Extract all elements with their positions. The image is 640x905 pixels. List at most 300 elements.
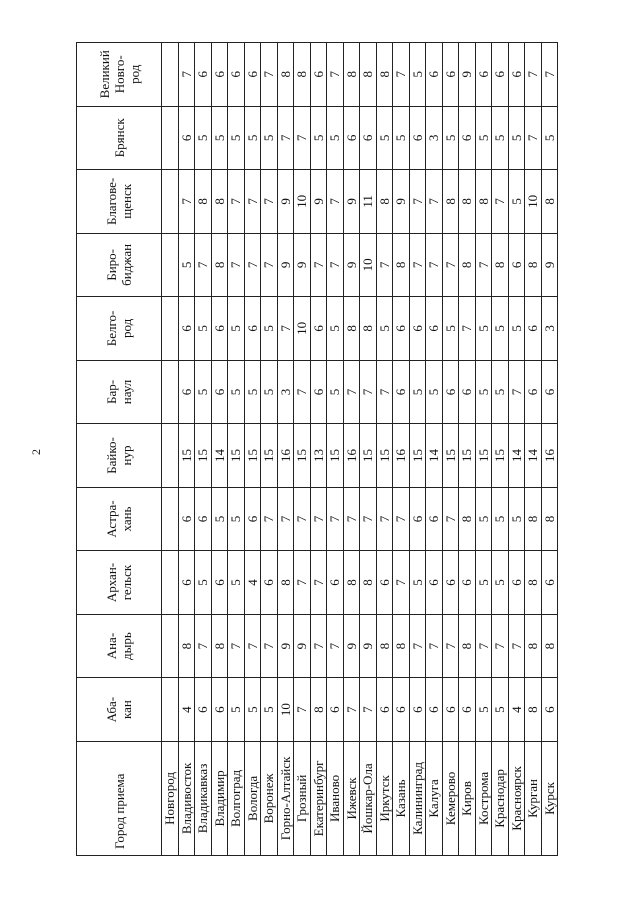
table-cell: 3 bbox=[277, 360, 294, 424]
table-cell: 8 bbox=[277, 43, 294, 107]
table-cell bbox=[162, 487, 179, 551]
table-cell: 5 bbox=[211, 487, 228, 551]
table-cell: 6 bbox=[228, 43, 245, 107]
table-row bbox=[525, 43, 542, 856]
table-cell: 5 bbox=[244, 106, 261, 170]
table-cell: 7 bbox=[277, 297, 294, 361]
table-cell: 6 bbox=[211, 43, 228, 107]
table-cell: 5 bbox=[492, 106, 509, 170]
table-cell: 7 bbox=[327, 614, 344, 678]
table-cell bbox=[162, 614, 179, 678]
table-cell: 10 bbox=[525, 170, 542, 234]
table-cell: 5 bbox=[261, 297, 278, 361]
table-cell: 7 bbox=[327, 43, 344, 107]
table-cell: 7 bbox=[310, 551, 327, 615]
table-cell: 5 bbox=[310, 106, 327, 170]
table-cell: 7 bbox=[409, 614, 426, 678]
table-cell: 8 bbox=[541, 170, 558, 234]
row-city-name: Владивосток bbox=[178, 741, 195, 855]
table-cell: 8 bbox=[525, 678, 542, 742]
column-header: Байко- нур bbox=[77, 424, 162, 488]
table-cell: 15 bbox=[360, 424, 377, 488]
table-cell: 7 bbox=[195, 614, 212, 678]
table-cell: 6 bbox=[541, 678, 558, 742]
table-cell: 6 bbox=[475, 43, 492, 107]
table-cell: 6 bbox=[211, 678, 228, 742]
table-cell: 7 bbox=[294, 106, 311, 170]
row-city-name: Вологда bbox=[244, 741, 261, 855]
table-cell: 7 bbox=[426, 233, 443, 297]
table-cell: 7 bbox=[492, 614, 509, 678]
table-cell: 8 bbox=[541, 614, 558, 678]
table-cell: 6 bbox=[195, 678, 212, 742]
table-cell: 8 bbox=[360, 551, 377, 615]
table-cell: 8 bbox=[459, 614, 476, 678]
table-cell: 13 bbox=[310, 424, 327, 488]
column-header: Белго- род bbox=[77, 297, 162, 361]
table-cell: 6 bbox=[409, 297, 426, 361]
table-cell: 3 bbox=[541, 297, 558, 361]
table-body bbox=[162, 43, 558, 856]
table-row bbox=[195, 43, 212, 856]
table-cell: 7 bbox=[228, 233, 245, 297]
table-cell: 6 bbox=[393, 360, 410, 424]
table-cell: 8 bbox=[211, 170, 228, 234]
table-cell: 7 bbox=[228, 614, 245, 678]
table-cell: 8 bbox=[492, 233, 509, 297]
table-cell: 7 bbox=[492, 170, 509, 234]
table-cell: 6 bbox=[426, 487, 443, 551]
table-row bbox=[541, 43, 558, 856]
table-cell: 4 bbox=[178, 678, 195, 742]
table-cell: 6 bbox=[360, 106, 377, 170]
table-cell: 6 bbox=[525, 360, 542, 424]
table-cell: 8 bbox=[310, 678, 327, 742]
table-cell: 6 bbox=[178, 551, 195, 615]
table-cell: 6 bbox=[426, 551, 443, 615]
row-city-name: Йошкар-Ола bbox=[360, 741, 377, 855]
table-cell: 7 bbox=[393, 487, 410, 551]
table-cell: 8 bbox=[525, 614, 542, 678]
row-city-name: Красноярск bbox=[508, 741, 525, 855]
table-row bbox=[277, 43, 294, 856]
table-cell: 8 bbox=[178, 614, 195, 678]
table-cell: 10 bbox=[294, 297, 311, 361]
table-cell: 6 bbox=[244, 43, 261, 107]
table-cell: 16 bbox=[393, 424, 410, 488]
table-row bbox=[475, 43, 492, 856]
table-cell: 8 bbox=[459, 233, 476, 297]
table-cell: 6 bbox=[178, 487, 195, 551]
table-cell: 8 bbox=[459, 170, 476, 234]
table-cell: 14 bbox=[525, 424, 542, 488]
table-cell: 15 bbox=[228, 424, 245, 488]
table-cell: 15 bbox=[376, 424, 393, 488]
table-cell: 6 bbox=[508, 233, 525, 297]
table-cell: 7 bbox=[327, 233, 344, 297]
table-cell: 3 bbox=[426, 106, 443, 170]
table-cell: 5 bbox=[492, 360, 509, 424]
table-cell: 8 bbox=[343, 43, 360, 107]
table-cell: 8 bbox=[376, 170, 393, 234]
table-cell: 6 bbox=[492, 43, 509, 107]
table-cell: 8 bbox=[525, 233, 542, 297]
table-cell: 6 bbox=[327, 678, 344, 742]
row-city-name: Воронеж bbox=[261, 741, 278, 855]
table-cell: 15 bbox=[409, 424, 426, 488]
table-cell: 5 bbox=[228, 678, 245, 742]
row-city-name: Владикавказ bbox=[195, 741, 212, 855]
table-cell: 7 bbox=[459, 297, 476, 361]
column-header: Бар- наул bbox=[77, 360, 162, 424]
row-city-name: Горно-Алтайск bbox=[277, 741, 294, 855]
delivery-time-table bbox=[76, 42, 558, 856]
table-cell: 5 bbox=[492, 487, 509, 551]
table-cell: 9 bbox=[541, 233, 558, 297]
table-cell: 9 bbox=[393, 170, 410, 234]
table-cell: 7 bbox=[409, 233, 426, 297]
table-cell: 6 bbox=[459, 106, 476, 170]
table-cell: 7 bbox=[376, 233, 393, 297]
table-cell: 7 bbox=[294, 360, 311, 424]
table-cell: 7 bbox=[261, 170, 278, 234]
table-cell: 5 bbox=[244, 360, 261, 424]
table-row bbox=[376, 43, 393, 856]
table-cell: 15 bbox=[492, 424, 509, 488]
table-cell bbox=[162, 678, 179, 742]
table-cell: 5 bbox=[409, 43, 426, 107]
table-cell: 5 bbox=[492, 678, 509, 742]
row-city-name: Новгород bbox=[162, 741, 179, 855]
table-row bbox=[442, 43, 459, 856]
table-cell: 7 bbox=[327, 170, 344, 234]
row-city-name: Иркутск bbox=[376, 741, 393, 855]
table-cell: 5 bbox=[409, 360, 426, 424]
table-cell: 5 bbox=[228, 487, 245, 551]
table-cell: 7 bbox=[360, 487, 377, 551]
table-cell: 8 bbox=[393, 233, 410, 297]
table-cell: 7 bbox=[376, 487, 393, 551]
table-cell: 9 bbox=[360, 614, 377, 678]
column-header: Архан- гельск bbox=[77, 551, 162, 615]
row-city-name: Курган bbox=[525, 741, 542, 855]
table-cell: 5 bbox=[409, 551, 426, 615]
row-city-name: Калининград bbox=[409, 741, 426, 855]
table-cell: 7 bbox=[261, 43, 278, 107]
table-row bbox=[492, 43, 509, 856]
table-cell: 6 bbox=[211, 297, 228, 361]
column-header: Ана- дырь bbox=[77, 614, 162, 678]
column-header: Аба- кан bbox=[77, 678, 162, 742]
table-row bbox=[294, 43, 311, 856]
table-cell: 14 bbox=[508, 424, 525, 488]
row-city-name: Казань bbox=[393, 741, 410, 855]
table-row bbox=[261, 43, 278, 856]
table-cell: 7 bbox=[294, 551, 311, 615]
table-cell: 9 bbox=[343, 233, 360, 297]
table-cell: 8 bbox=[277, 551, 294, 615]
table-cell: 6 bbox=[195, 43, 212, 107]
table-cell: 5 bbox=[442, 106, 459, 170]
table-cell: 5 bbox=[228, 297, 245, 361]
table-cell: 5 bbox=[195, 297, 212, 361]
table-cell: 6 bbox=[459, 678, 476, 742]
table-cell: 7 bbox=[426, 170, 443, 234]
table-cell: 6 bbox=[211, 551, 228, 615]
table-cell: 5 bbox=[492, 551, 509, 615]
table-cell: 9 bbox=[277, 233, 294, 297]
table-cell: 9 bbox=[343, 614, 360, 678]
table-cell: 5 bbox=[475, 678, 492, 742]
table-region bbox=[76, 42, 558, 856]
table-cell: 7 bbox=[508, 360, 525, 424]
table-cell: 6 bbox=[195, 487, 212, 551]
row-city-name: Ижевск bbox=[343, 741, 360, 855]
column-header: Астра- хань bbox=[77, 487, 162, 551]
table-cell bbox=[162, 297, 179, 361]
table-cell: 7 bbox=[442, 487, 459, 551]
table-cell: 6 bbox=[442, 360, 459, 424]
table-cell: 6 bbox=[376, 551, 393, 615]
table-cell: 6 bbox=[442, 551, 459, 615]
row-city-name: Иваново bbox=[327, 741, 344, 855]
table-cell: 8 bbox=[475, 170, 492, 234]
table-cell: 9 bbox=[343, 170, 360, 234]
table-cell: 5 bbox=[228, 551, 245, 615]
table-cell: 6 bbox=[178, 297, 195, 361]
table-cell: 7 bbox=[178, 170, 195, 234]
table-cell: 5 bbox=[376, 106, 393, 170]
table-cell: 6 bbox=[541, 360, 558, 424]
table-cell: 8 bbox=[459, 487, 476, 551]
row-city-name: Владимир bbox=[211, 741, 228, 855]
table-cell: 6 bbox=[211, 360, 228, 424]
table-cell: 8 bbox=[360, 43, 377, 107]
table-cell: 5 bbox=[393, 106, 410, 170]
table-cell: 6 bbox=[310, 360, 327, 424]
table-cell: 15 bbox=[327, 424, 344, 488]
table-row bbox=[426, 43, 443, 856]
table-cell: 10 bbox=[360, 233, 377, 297]
table-cell: 4 bbox=[508, 678, 525, 742]
table-cell: 7 bbox=[244, 233, 261, 297]
table-cell: 15 bbox=[244, 424, 261, 488]
table-cell: 5 bbox=[261, 360, 278, 424]
table-cell: 9 bbox=[310, 170, 327, 234]
table-cell: 5 bbox=[327, 360, 344, 424]
table-cell: 5 bbox=[261, 678, 278, 742]
table-cell: 7 bbox=[541, 43, 558, 107]
table-row bbox=[310, 43, 327, 856]
table-cell: 4 bbox=[244, 551, 261, 615]
table-cell: 7 bbox=[261, 487, 278, 551]
table-cell: 7 bbox=[310, 614, 327, 678]
table-cell: 7 bbox=[261, 233, 278, 297]
table-cell: 5 bbox=[508, 106, 525, 170]
table-cell: 7 bbox=[343, 678, 360, 742]
table-cell: 8 bbox=[294, 43, 311, 107]
table-cell: 7 bbox=[525, 43, 542, 107]
table-cell: 15 bbox=[261, 424, 278, 488]
table-cell: 5 bbox=[475, 551, 492, 615]
table-cell: 8 bbox=[442, 170, 459, 234]
table-row bbox=[327, 43, 344, 856]
table-cell: 14 bbox=[426, 424, 443, 488]
table-cell: 5 bbox=[541, 106, 558, 170]
table-cell: 7 bbox=[294, 678, 311, 742]
table-cell: 7 bbox=[376, 360, 393, 424]
table-cell: 7 bbox=[393, 551, 410, 615]
table-cell: 5 bbox=[475, 297, 492, 361]
table-cell: 7 bbox=[343, 360, 360, 424]
table-cell: 9 bbox=[294, 233, 311, 297]
table-cell: 6 bbox=[426, 297, 443, 361]
table-cell: 7 bbox=[442, 233, 459, 297]
table-cell: 5 bbox=[178, 233, 195, 297]
table-cell: 9 bbox=[459, 43, 476, 107]
table-cell: 7 bbox=[277, 106, 294, 170]
table-cell: 5 bbox=[442, 297, 459, 361]
table-cell: 7 bbox=[442, 614, 459, 678]
row-city-name: Кострома bbox=[475, 741, 492, 855]
table-cell: 9 bbox=[277, 614, 294, 678]
table-cell: 7 bbox=[261, 614, 278, 678]
table-cell: 7 bbox=[360, 678, 377, 742]
table-cell: 8 bbox=[376, 614, 393, 678]
table-cell: 6 bbox=[508, 43, 525, 107]
table-cell: 15 bbox=[442, 424, 459, 488]
table-cell: 5 bbox=[228, 106, 245, 170]
column-header: Благове- щенск bbox=[77, 170, 162, 234]
column-header: Брянск bbox=[77, 106, 162, 170]
table-row bbox=[459, 43, 476, 856]
table-cell: 9 bbox=[294, 614, 311, 678]
table-cell: 6 bbox=[442, 43, 459, 107]
table-cell: 7 bbox=[277, 487, 294, 551]
table-cell: 6 bbox=[409, 678, 426, 742]
table-cell: 6 bbox=[525, 297, 542, 361]
table-cell: 7 bbox=[310, 233, 327, 297]
table-row bbox=[409, 43, 426, 856]
table-cell: 6 bbox=[426, 678, 443, 742]
table-cell bbox=[162, 233, 179, 297]
table-row bbox=[360, 43, 377, 856]
table-cell: 6 bbox=[178, 360, 195, 424]
table-cell: 6 bbox=[459, 360, 476, 424]
table-cell bbox=[162, 551, 179, 615]
table-cell: 15 bbox=[459, 424, 476, 488]
table-cell: 7 bbox=[195, 233, 212, 297]
table-cell: 7 bbox=[294, 487, 311, 551]
table-cell: 8 bbox=[211, 233, 228, 297]
table-cell: 5 bbox=[327, 297, 344, 361]
table-cell: 6 bbox=[409, 106, 426, 170]
table-cell: 6 bbox=[508, 551, 525, 615]
table-row bbox=[211, 43, 228, 856]
table-row bbox=[244, 43, 261, 856]
table-row bbox=[162, 43, 179, 856]
table-cell: 8 bbox=[541, 487, 558, 551]
table-cell bbox=[162, 424, 179, 488]
table-cell: 15 bbox=[178, 424, 195, 488]
table-cell: 7 bbox=[228, 170, 245, 234]
table-cell: 6 bbox=[244, 487, 261, 551]
table-cell: 5 bbox=[508, 487, 525, 551]
table-cell bbox=[162, 360, 179, 424]
table-row bbox=[178, 43, 195, 856]
table-row bbox=[343, 43, 360, 856]
table-cell: 16 bbox=[343, 424, 360, 488]
table-cell bbox=[162, 43, 179, 107]
table-cell: 7 bbox=[244, 170, 261, 234]
table-cell: 5 bbox=[475, 360, 492, 424]
table-cell: 8 bbox=[195, 170, 212, 234]
table-cell: 14 bbox=[211, 424, 228, 488]
table-cell: 15 bbox=[475, 424, 492, 488]
table-cell: 6 bbox=[459, 551, 476, 615]
table-cell: 5 bbox=[508, 170, 525, 234]
table-cell: 10 bbox=[277, 678, 294, 742]
table-cell: 5 bbox=[195, 360, 212, 424]
page-number: 2 bbox=[29, 449, 43, 455]
table-cell: 16 bbox=[277, 424, 294, 488]
table-cell: 5 bbox=[195, 106, 212, 170]
table-cell: 6 bbox=[376, 678, 393, 742]
table-cell: 8 bbox=[525, 551, 542, 615]
table-cell: 6 bbox=[393, 678, 410, 742]
table-cell: 6 bbox=[327, 551, 344, 615]
table-cell: 5 bbox=[475, 487, 492, 551]
table-cell: 6 bbox=[409, 487, 426, 551]
row-city-name: Кемерово bbox=[442, 741, 459, 855]
table-cell: 7 bbox=[409, 170, 426, 234]
table-cell: 5 bbox=[228, 360, 245, 424]
table-cell: 6 bbox=[343, 106, 360, 170]
table-cell: 8 bbox=[360, 297, 377, 361]
table-cell: 6 bbox=[426, 43, 443, 107]
table-cell: 7 bbox=[343, 487, 360, 551]
table-cell: 8 bbox=[393, 614, 410, 678]
table-cell: 5 bbox=[244, 678, 261, 742]
row-city-name: Киров bbox=[459, 741, 476, 855]
table-cell: 6 bbox=[178, 106, 195, 170]
table-cell: 5 bbox=[261, 106, 278, 170]
table-cell: 7 bbox=[475, 233, 492, 297]
table-header-row bbox=[77, 43, 162, 856]
table-cell: 6 bbox=[310, 43, 327, 107]
table-cell: 7 bbox=[393, 43, 410, 107]
row-city-name: Грозный bbox=[294, 741, 311, 855]
table-cell: 15 bbox=[294, 424, 311, 488]
table-cell: 8 bbox=[211, 614, 228, 678]
table-cell: 6 bbox=[244, 297, 261, 361]
table-cell: 7 bbox=[508, 614, 525, 678]
table-cell: 8 bbox=[343, 551, 360, 615]
table-cell: 7 bbox=[475, 614, 492, 678]
table-cell: 5 bbox=[327, 106, 344, 170]
table-cell: 5 bbox=[508, 297, 525, 361]
table-cell: 6 bbox=[261, 551, 278, 615]
table-cell: 6 bbox=[442, 678, 459, 742]
row-city-name: Калуга bbox=[426, 741, 443, 855]
row-city-name: Краснодар bbox=[492, 741, 509, 855]
table-cell: 16 bbox=[541, 424, 558, 488]
table-cell: 7 bbox=[525, 106, 542, 170]
table-cell: 5 bbox=[376, 297, 393, 361]
table-row bbox=[393, 43, 410, 856]
table-cell: 11 bbox=[360, 170, 377, 234]
table-cell: 7 bbox=[310, 487, 327, 551]
